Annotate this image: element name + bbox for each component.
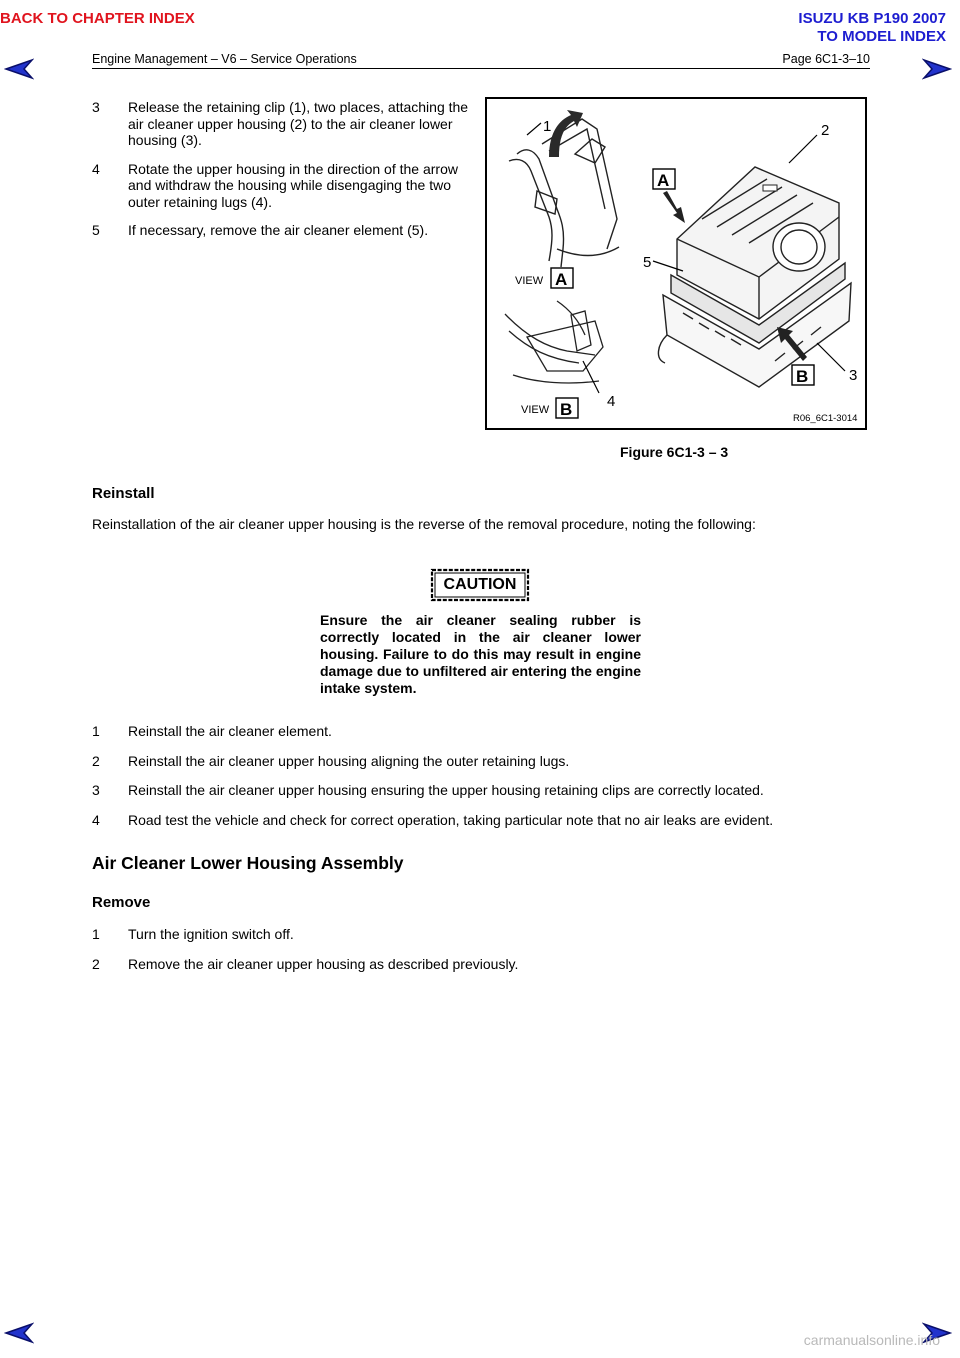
step-number: 2 (92, 955, 100, 972)
lower-housing-steps (92, 926, 872, 972)
callout-1: 1 (543, 118, 552, 135)
reinstall-step (92, 753, 872, 770)
previous-page-arrow-bottom-icon[interactable] (4, 1322, 34, 1344)
callout-2: 2 (821, 122, 830, 139)
back-to-chapter-index-link[interactable]: BACK TO CHAPTER INDEX (0, 10, 195, 27)
step-number: 5 (92, 222, 100, 238)
previous-page-arrow-icon[interactable] (4, 58, 34, 80)
removal-steps (92, 99, 477, 239)
step-text: If necessary, remove the air cleaner element (5). (128, 222, 429, 238)
caution-text: Ensure the air cleaner sealing rubber is correctly located in the air cleaner lower housing. Failure to do this may result in engine damage due to unfiltered air entering the engine intake system. (320, 612, 641, 696)
callout-2-leader (789, 135, 817, 163)
air-cleaner-figure (485, 97, 867, 430)
step-number: 2 (92, 752, 100, 769)
view-a-label: VIEW (515, 275, 544, 287)
view-a-marker-letter: A (657, 171, 670, 190)
air-cleaner-illustration (487, 99, 865, 428)
removal-step (92, 161, 477, 211)
view-a-direction-arrow (663, 191, 685, 223)
step-number: 1 (92, 723, 100, 739)
header-section-title: Engine Management – V6 – Service Operations (92, 52, 357, 66)
reinstall-step (92, 782, 872, 799)
to-model-index-link[interactable]: TO MODEL INDEX (817, 28, 946, 45)
removal-step (92, 222, 477, 239)
step-text: Release the retaining clip (1), two places, attaching the air cleaner upper housing (2) to the air cleaner lower housing (3). (128, 99, 469, 148)
view-a-letter: A (555, 270, 568, 289)
next-page-arrow-icon[interactable] (922, 58, 952, 80)
figure-caption: Figure 6C1-3 – 3 (620, 444, 729, 460)
step-number: 4 (92, 811, 100, 828)
reinstall-intro: Reinstallation of the air cleaner upper housing is the reverse of the removal procedure, noting the following: (92, 516, 756, 532)
view-b-marker-letter: B (796, 367, 809, 386)
step-text: Turn the ignition switch off. (128, 926, 294, 942)
step-text: Reinstall the air cleaner upper housing ensuring the upper housing retaining clips are correctly located. (128, 782, 764, 798)
step-number: 3 (92, 782, 100, 798)
step-number: 4 (92, 160, 100, 177)
view-b-label: VIEW (521, 404, 550, 416)
callout-4: 4 (607, 393, 616, 410)
step-number: 3 (92, 99, 100, 115)
reinstall-step (92, 812, 872, 829)
figure-ref-code: R06_6C1-3014 (793, 413, 858, 424)
view-a-drawing (509, 119, 619, 267)
step-number: 1 (92, 926, 100, 942)
reinstall-step (92, 723, 872, 740)
reinstall-steps (92, 723, 872, 828)
step-text: Road test the vehicle and check for correct operation, taking particular note that no air leaks are evident. (128, 811, 774, 828)
header-page-number: Page 6C1-3–10 (782, 52, 870, 66)
step-text: Reinstall the air cleaner element. (128, 723, 332, 739)
step-text: Reinstall the air cleaner upper housing aligning the outer retaining lugs. (128, 752, 570, 769)
callout-3: 3 (849, 367, 858, 384)
air-cleaner-assembly-drawing (658, 167, 851, 387)
lower-housing-step (92, 956, 872, 973)
callout-3-leader (817, 343, 845, 371)
callout-1-leader (527, 123, 541, 135)
watermark: carmanualsonline.info (803, 1332, 940, 1348)
housing-label-plate (763, 185, 777, 191)
callout-5: 5 (643, 254, 652, 271)
header-rule (92, 68, 870, 69)
removal-step (92, 99, 477, 149)
view-b-letter: B (560, 400, 573, 419)
step-text: Rotate the upper housing in the direction of the arrow and withdraw the housing while disengaging the two outer retaining lugs (4). (128, 160, 458, 210)
model-title-link[interactable]: ISUZU KB P190 2007 (798, 10, 946, 27)
model-nav (798, 10, 946, 46)
lower-housing-step (92, 926, 872, 943)
reinstall-heading: Reinstall (92, 485, 155, 502)
caution-label: CAUTION (443, 576, 517, 593)
lower-housing-heading: Air Cleaner Lower Housing Assembly (92, 853, 404, 873)
remove-heading: Remove (92, 894, 151, 911)
callout-4-leader (583, 361, 599, 393)
step-text: Remove the air cleaner upper housing as described previously. (128, 955, 519, 972)
